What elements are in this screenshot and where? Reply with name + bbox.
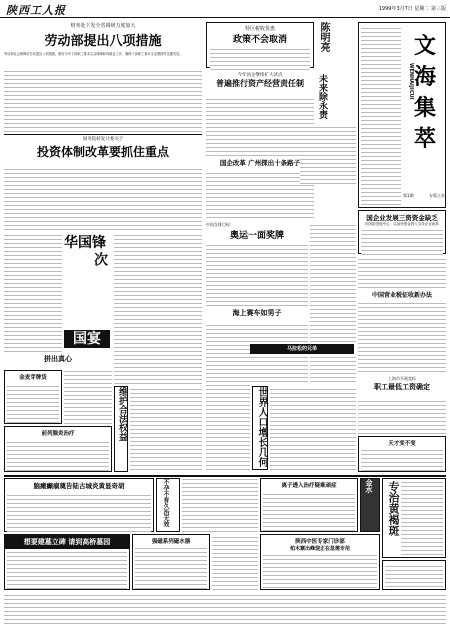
body-text-block (401, 481, 443, 555)
vertical-banner-left (114, 386, 128, 472)
star-banner (250, 344, 354, 354)
ad-subheadline: 柏木寨出峰现正在急需专用 (289, 546, 350, 552)
ad-headline: 金麦芽牌货 (19, 375, 47, 381)
editor-label: 专版主办 (429, 193, 445, 198)
ad-headline: 想要建墓立碑 请到高桥墓园 (5, 535, 129, 549)
wenhui-footer (403, 193, 445, 199)
body-text-block (358, 302, 446, 372)
body-text-block (7, 439, 109, 471)
ad-headline: 专治黄褐斑 (387, 481, 400, 536)
story-headline: 华国锋 (64, 235, 106, 251)
banner-text: 世界人口增长几何 (256, 387, 267, 467)
title-char: 海 (413, 64, 436, 90)
body-text-block (263, 491, 355, 531)
body-text-block (206, 384, 250, 470)
ad-headline: 脑瘫癫痫奠告陆古城炎黄显奇胡 (33, 482, 125, 490)
story-headline: 拼出真心 (44, 354, 72, 363)
body-text-block (358, 256, 446, 288)
story-special (206, 22, 314, 68)
issue-number: 第1期 (403, 193, 414, 198)
ad-huanghebai (382, 478, 446, 558)
story-race (206, 308, 308, 320)
body-text-block (64, 370, 112, 424)
columnist-name: 陈明亮 (318, 22, 329, 52)
wenhui-pinyin (397, 63, 414, 100)
title-char: 文 (413, 33, 436, 59)
ad-wage-box (358, 436, 446, 472)
body-text-block (4, 70, 202, 132)
ad-buyun (156, 478, 180, 532)
ad-headline: 陕西中医专家门诊部 (295, 539, 345, 545)
columnist-tagline: 未来除永责 (317, 74, 327, 119)
story-headline: 中国营业税征收新办法 (371, 292, 432, 299)
story-guangzhou (206, 158, 314, 170)
ad-headline: 金水 (365, 479, 374, 493)
body-text-block (7, 492, 151, 532)
body-text-block (4, 232, 62, 352)
ad-headline: 强磁系列磁水器 (151, 539, 191, 545)
body-text-block (130, 386, 202, 470)
story-kicker: 财务处下发全省调研力度加大 (70, 23, 136, 29)
story-tax (358, 290, 446, 300)
body-text-block (206, 244, 308, 306)
banner-text: 马拉松的兄弟 (286, 346, 317, 352)
pinyin: JI (408, 86, 414, 90)
story-enterprise (358, 210, 446, 254)
ad-qianlie (4, 426, 112, 472)
story-headline: 政策不会取消 (232, 35, 287, 45)
body-text-block (361, 25, 401, 205)
story-headline: 普遍推行资产经营责任制 (216, 78, 304, 88)
ad-zhongyi (260, 534, 380, 590)
story-kicker: 特区税收优惠 (244, 26, 275, 32)
body-text-block (4, 592, 446, 624)
ad-jinshui (360, 478, 380, 532)
story-banner: 国宴 (64, 330, 110, 348)
story-invest (4, 136, 202, 166)
ad-ciqi (132, 534, 210, 590)
story-wage (358, 376, 446, 396)
story-headline: 海上赛车如男子 (232, 308, 282, 317)
body-text-block (270, 386, 356, 470)
story-kicker: 上海市开展竞标 (388, 376, 416, 381)
story-olympic (206, 222, 308, 242)
ad-naotan (4, 478, 154, 532)
vertical-banner-center (252, 386, 268, 470)
story-headline: 国企改革 广州探出十条路子 (219, 159, 301, 167)
story-headline: 投资体制改革要抓住重点 (36, 145, 169, 159)
pinyin: HAI (408, 76, 414, 87)
story-subheadline: 国务院发展中心：以加快资金投入支持企业改革 (365, 222, 439, 226)
story-headline: 奥运一面奖牌 (229, 231, 284, 241)
body-text-block (7, 383, 59, 423)
ad-headline: 前列腺炎治疗 (41, 431, 75, 437)
ad-bottom-right (382, 560, 446, 590)
divider (4, 134, 202, 135)
ad-jinmaiya (4, 370, 62, 424)
body-text-block (114, 354, 202, 384)
body-text-block (212, 534, 258, 590)
body-text-block (361, 449, 443, 471)
body-text-block (263, 554, 377, 588)
pinyin: WEN (408, 63, 414, 77)
title-char: 集 (413, 95, 436, 121)
story-kicker: 今年国企继续扩大试点 (237, 73, 283, 78)
story-hua (64, 232, 112, 352)
body-text-block (206, 172, 314, 218)
ad-headline: 不孕不育久治无效 (162, 479, 169, 527)
body-text-block (361, 229, 443, 255)
story-headline: 劳动部提出八项措施 (44, 34, 162, 49)
story-headline: 国企业发展三资资金缺乏 (366, 214, 438, 222)
story-body: 劳动和社会保障部日前提出八项措施，做好今年下岗职工基本生活保障和再就业工作，确保下岗职工基本生活费按时足额发放。 (4, 52, 183, 56)
story-pinggu (4, 354, 112, 368)
body-text-block (206, 98, 314, 156)
body-text-block (7, 551, 127, 589)
story-kicker: 中国女排目标: (206, 222, 232, 227)
ad-headline: 离子透入治疗疑难顽症 (281, 483, 337, 489)
wenhui-masthead-box (358, 22, 446, 208)
ad-lizi (260, 478, 358, 532)
body-text-block (182, 478, 258, 532)
story-enterprise-reform (206, 72, 314, 96)
ad-gaoqiao (4, 534, 130, 590)
story-headline: 职工最低工资确定 (374, 382, 430, 391)
story-subheadline: 次 (92, 252, 108, 266)
body-text-block (310, 222, 356, 342)
issue-date: 1999年3月7日 星期二 第三版 (378, 6, 446, 12)
body-text-block (4, 168, 202, 230)
banner-text: 维护合法权益 (117, 387, 127, 441)
body-text-block (114, 232, 202, 352)
pinyin: CUI (408, 89, 414, 100)
body-text-block (358, 398, 446, 434)
story-kicker: 国务院转发计委关于 (82, 137, 124, 142)
body-text-block (310, 356, 356, 382)
masthead (0, 0, 450, 18)
body-text-block (135, 547, 207, 589)
title-char: 萃 (413, 126, 436, 152)
body-text-block (210, 48, 310, 70)
divider (4, 475, 446, 477)
ad-headline: 天才变不变 (388, 441, 416, 447)
newspaper-logo: 陕西工人报 (6, 4, 66, 17)
body-text-block (385, 563, 443, 587)
body-text-block (300, 124, 356, 184)
chenliang-column (316, 22, 342, 122)
